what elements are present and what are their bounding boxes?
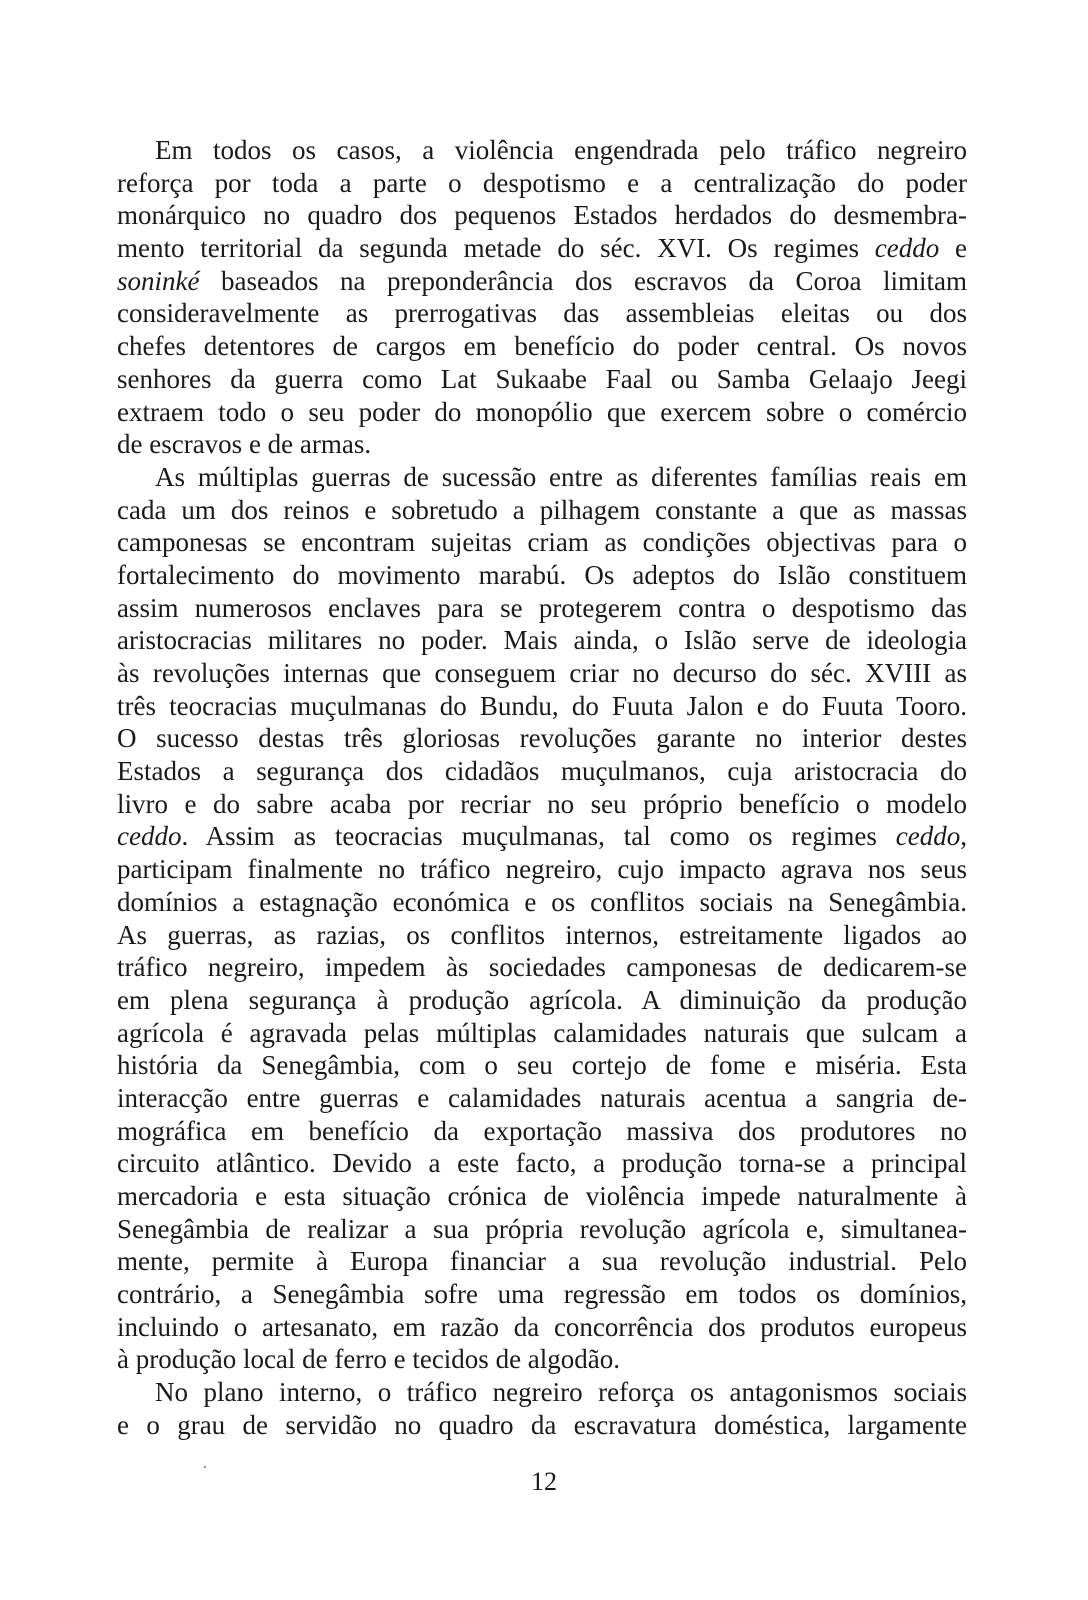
text-line bbox=[117, 428, 967, 461]
text-line bbox=[117, 820, 967, 853]
line-text: à produção local de ferro e tecidos de algodão. bbox=[117, 1344, 621, 1375]
text-line bbox=[117, 984, 967, 1017]
line-text: aristocracias militares no poder. Mais ainda, o Islão serve de ideologia bbox=[117, 625, 967, 656]
page-number: 12 bbox=[531, 1467, 557, 1496]
line-text: Senegâmbia de realizar a sua própria revolução agrícola e, simultanea- bbox=[117, 1213, 967, 1244]
text-line bbox=[117, 167, 967, 200]
line-text: consideravelmente as prerrogativas das assembleias eleitas ou dos bbox=[117, 298, 967, 329]
text-line bbox=[117, 330, 967, 363]
line-text: história da Senegâmbia, com o seu cortejo de fome e miséria. Esta bbox=[117, 1050, 967, 1081]
italic-term: ceddo bbox=[117, 821, 182, 852]
line-text: Estados a segurança dos cidadãos muçulmanos, cuja aristocracia do bbox=[117, 756, 967, 787]
text-line bbox=[117, 1409, 967, 1442]
text-line bbox=[117, 1213, 967, 1246]
line-text: mográfica em benefício da exportação massiva dos produtores no bbox=[117, 1115, 967, 1146]
line-text: circuito atlântico. Devido a este facto, a produção torna-se a principal bbox=[117, 1148, 967, 1179]
line-text: extraem todo o seu poder do monopólio que exercem sobre o comércio bbox=[117, 396, 967, 427]
line-text: mento territorial da segunda metade do séc. XVI. Os regimes bbox=[117, 233, 875, 264]
line-text: baseados na preponderância dos escravos da Coroa limitam bbox=[199, 265, 967, 296]
text-line bbox=[117, 592, 967, 625]
line-text: Em todos os casos, a violência engendrada pelo tráfico negreiro bbox=[155, 135, 967, 165]
line-text: cada um dos reinos e sobretudo a pilhagem constante a que as massas bbox=[117, 494, 967, 525]
text-line bbox=[117, 559, 967, 592]
line-text: assim numerosos enclaves para se protegerem contra o despotismo das bbox=[117, 592, 967, 623]
text-line bbox=[117, 494, 967, 527]
text-line bbox=[117, 1147, 967, 1180]
line-text: fortalecimento do movimento marabú. Os adeptos do Islão constituem bbox=[117, 559, 967, 590]
text-line bbox=[117, 232, 967, 265]
line-text: As guerras, as razias, os conflitos internos, estreitamente ligados ao bbox=[117, 919, 967, 950]
text-line bbox=[117, 853, 967, 886]
text-line bbox=[117, 690, 967, 723]
text-line bbox=[117, 396, 967, 429]
line-text: camponesas se encontram sujeitas criam as condições objectivas para o bbox=[117, 527, 967, 558]
text-line bbox=[117, 886, 967, 919]
line-text: contrário, a Senegâmbia sofre uma regressão em todos os domínios, bbox=[117, 1279, 967, 1310]
line-text: As múltiplas guerras de sucessão entre as diferentes famílias reais em bbox=[155, 461, 967, 492]
text-line bbox=[117, 199, 967, 232]
text-line bbox=[117, 1376, 967, 1409]
line-text: interacção entre guerras e calamidades naturais acentua a sangria de- bbox=[117, 1082, 967, 1113]
text-line bbox=[117, 624, 967, 657]
line-text: senhores da guerra como Lat Sukaabe Faal ou Samba Gelaajo Jeegi bbox=[117, 363, 967, 394]
text-line bbox=[117, 1082, 967, 1115]
line-text: O sucesso destas três gloriosas revoluções garante no interior destes bbox=[117, 723, 967, 754]
line-text: incluindo o artesanato, em razão da concorrência dos produtos europeus bbox=[117, 1311, 967, 1342]
text-line bbox=[117, 1245, 967, 1278]
line-text: , bbox=[960, 821, 967, 852]
text-line bbox=[117, 951, 967, 984]
italic-term: ceddo bbox=[895, 821, 961, 852]
line-text: monárquico no quadro dos pequenos Estados herdados do desmembra- bbox=[117, 200, 967, 231]
text-line bbox=[117, 134, 967, 167]
line-text: agrícola é agravada pelas múltiplas calamidades naturais que sulcam a bbox=[117, 1017, 967, 1048]
line-text: em plena segurança à produção agrícola. A diminuição da produção bbox=[117, 984, 967, 1015]
line-text: tráfico negreiro, impedem às sociedades camponesas de dedicarem-se bbox=[117, 952, 967, 983]
text-line bbox=[117, 1049, 967, 1082]
line-text: domínios a estagnação económica e os conflitos sociais na Senegâmbia. bbox=[117, 886, 967, 917]
line-text: livro e do sabre acaba por recriar no seu próprio benefício o modelo bbox=[117, 788, 967, 819]
line-text: mente, permite à Europa financiar a sua revolução industrial. Pelo bbox=[117, 1246, 967, 1277]
text-line bbox=[117, 363, 967, 396]
line-text: . Assim as teocracias muçulmanas, tal como os regimes bbox=[181, 821, 896, 852]
text-line bbox=[117, 1343, 967, 1376]
line-text: e bbox=[939, 233, 967, 264]
text-line bbox=[117, 1311, 967, 1344]
body-text bbox=[117, 134, 967, 1442]
text-line bbox=[117, 1115, 967, 1148]
line-text: chefes detentores de cargos em benefício do poder central. Os novos bbox=[117, 331, 967, 362]
text-line bbox=[117, 1180, 967, 1213]
text-line bbox=[117, 461, 967, 494]
line-text: e o grau de servidão no quadro da escravatura doméstica, largamente bbox=[117, 1409, 967, 1440]
text-line bbox=[117, 722, 967, 755]
italic-term: soninké bbox=[117, 265, 200, 296]
text-line bbox=[117, 657, 967, 690]
text-line bbox=[117, 755, 967, 788]
text-line bbox=[117, 919, 967, 952]
line-text: reforça por toda a parte o despotismo e a centralização do poder bbox=[117, 167, 967, 198]
text-line bbox=[117, 1278, 967, 1311]
text-line bbox=[117, 265, 967, 298]
text-line bbox=[117, 1017, 967, 1050]
text-line bbox=[117, 297, 967, 330]
line-text: participam finalmente no tráfico negreiro, cujo impacto agrava nos seus bbox=[117, 854, 967, 885]
line-text: No plano interno, o tráfico negreiro reforça os antagonismos sociais bbox=[155, 1377, 967, 1408]
line-text: de escravos e de armas. bbox=[117, 429, 372, 460]
text-line bbox=[117, 788, 967, 821]
line-text: três teocracias muçulmanas do Bundu, do Fuuta Jalon e do Fuuta Tooro. bbox=[117, 690, 967, 721]
italic-term: ceddo bbox=[874, 233, 940, 264]
line-text: mercadoria e esta situação crónica de violência impede naturalmente à bbox=[117, 1181, 967, 1211]
text-line bbox=[117, 526, 967, 559]
line-text: às revoluções internas que conseguem criar no decurso do séc. XVIII as bbox=[117, 658, 967, 688]
